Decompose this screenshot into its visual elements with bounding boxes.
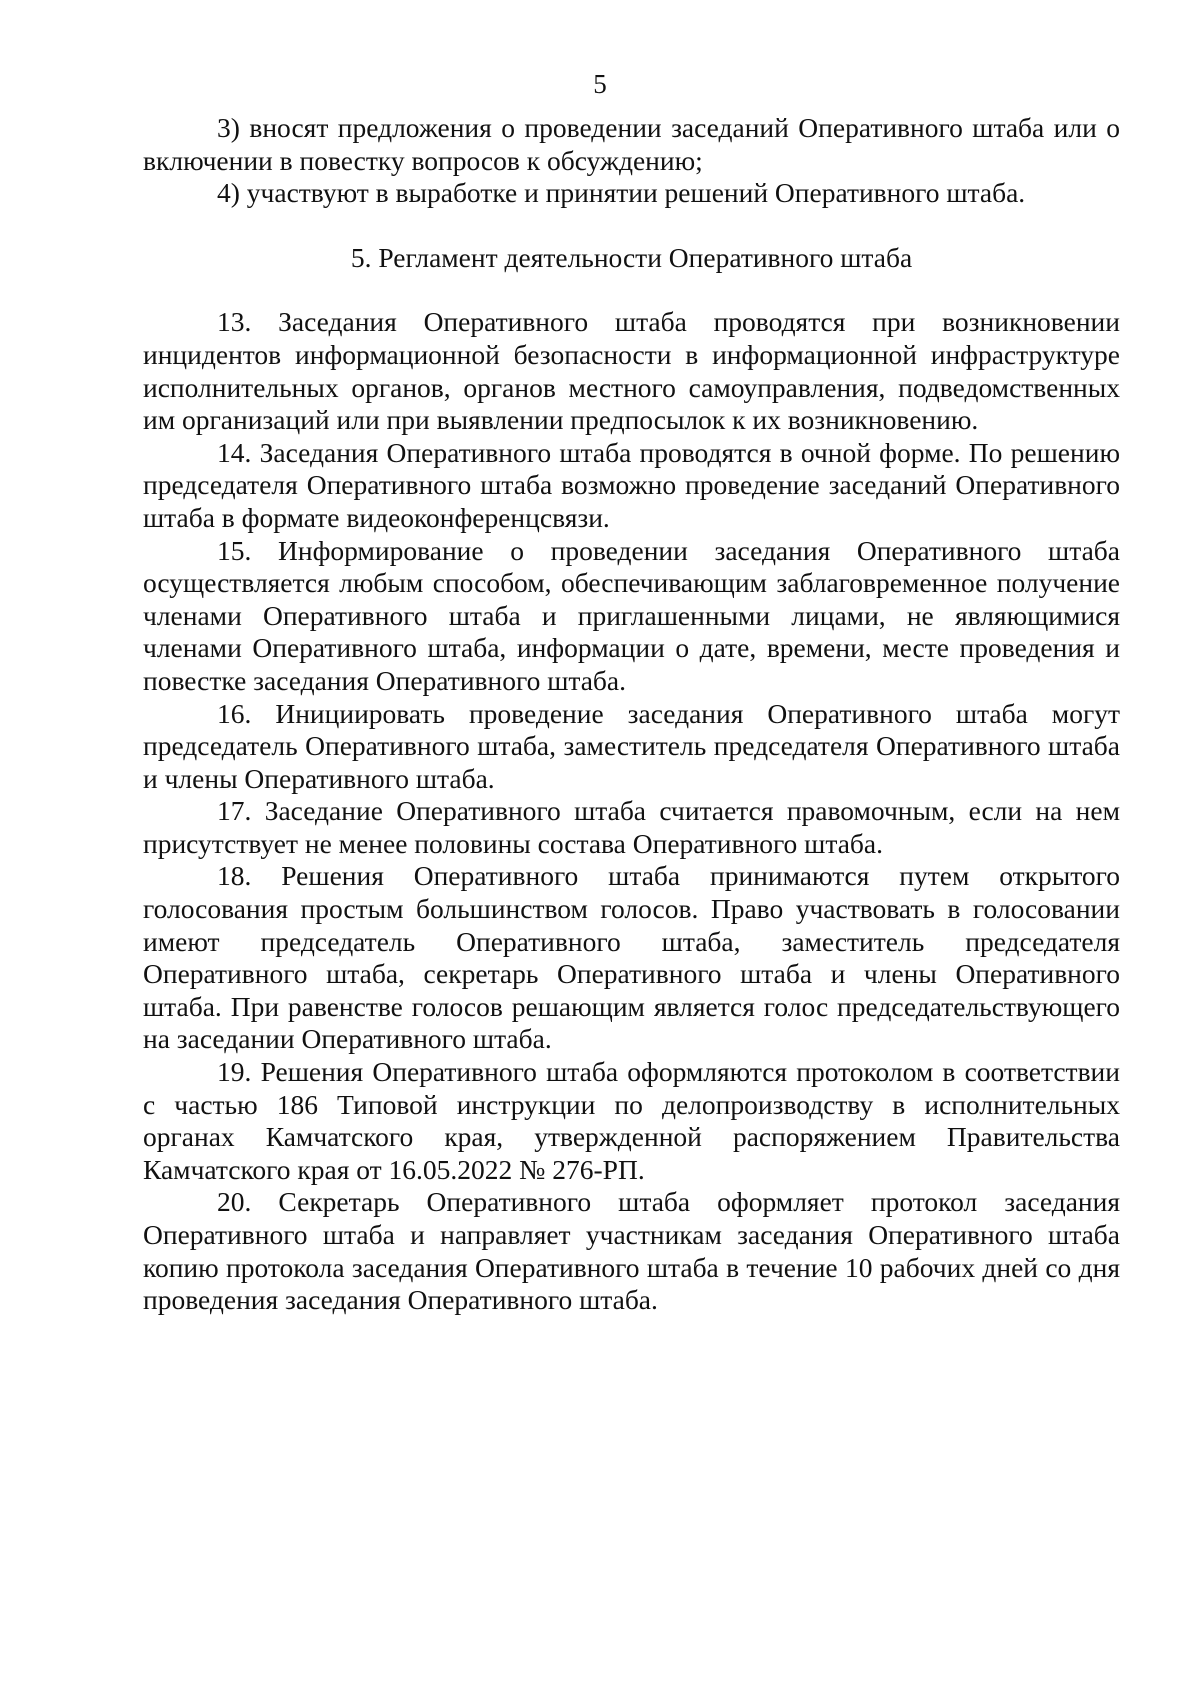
paragraph-17: 17. Заседание Оперативного штаба считается правомочным, если на нем присутствует не менее половины состава Оперативного штаба.	[143, 795, 1120, 859]
list-item-3: 3) вносят предложения о проведении заседаний Оперативного штаба или о включении в повестку вопросов к обсуждению;	[143, 112, 1120, 176]
paragraph-19: 19. Решения Оперативного штаба оформляются протоколом в соответствии с частью 186 Типовой инструкции по делопроизводству в исполнительных органах Камчатского края, утвержденной распоряжением Правительства Камчатского края от 16.05.2022 № 276-РП.	[143, 1056, 1120, 1185]
paragraph-20: 20. Секретарь Оперативного штаба оформляет протокол заседания Оперативного штаба и направляет участникам заседания Оперативного штаба копию протокола заседания Оперативного штаба в течение 10 рабочих дней со дня проведения заседания Оперативного штаба.	[143, 1186, 1120, 1316]
section-heading: 5. Регламент деятельности Оперативного штаба	[350, 241, 913, 273]
list-item-4: 4) участвуют в выработке и принятии решений Оперативного штаба.	[217, 177, 1026, 209]
paragraph-15: 15. Информирование о проведении заседания Оперативного штаба осуществляется любым способом, обеспечивающим заблаговременное получение членами Оперативного штаба и приглашенными лицами, не являющимися членами Оперативного штаба, информации о дате, времени, месте проведения и повестке заседания Оперативного штаба.	[143, 534, 1120, 696]
paragraph-14: 14. Заседания Оперативного штаба проводятся в очной форме. По решению председателя Оперативного штаба возможно проведение заседаний Оперативного штаба в формате видеоконференцсвязи.	[143, 436, 1120, 533]
paragraph-13: 13. Заседания Оперативного штаба проводятся при возникновении инцидентов информационной безопасности в информационной инфраструктуре исполнительных органов, органов местного самоуправления, подведомственных им организаций или при выявлении предпосылок к их возникновению.	[143, 306, 1120, 436]
document-body	[143, 112, 1120, 1317]
page-number: 5	[593, 69, 607, 99]
paragraph-16: 16. Инициировать проведение заседания Оперативного штаба могут председатель Оперативного штаба, заместитель председателя Оперативного штаба и члены Оперативного штаба.	[143, 697, 1120, 794]
paragraph-18: 18. Решения Оперативного штаба принимаются путем открытого голосования простым большинством голосов. Право участвовать в голосовании имеют председатель Оперативного штаба, заместитель председателя Оперативного штаба, секретарь Оперативного штаба и члены Оперативного штаба. При равенстве голосов решающим является голос председательствующего на заседании Оперативного штаба.	[143, 860, 1120, 1055]
